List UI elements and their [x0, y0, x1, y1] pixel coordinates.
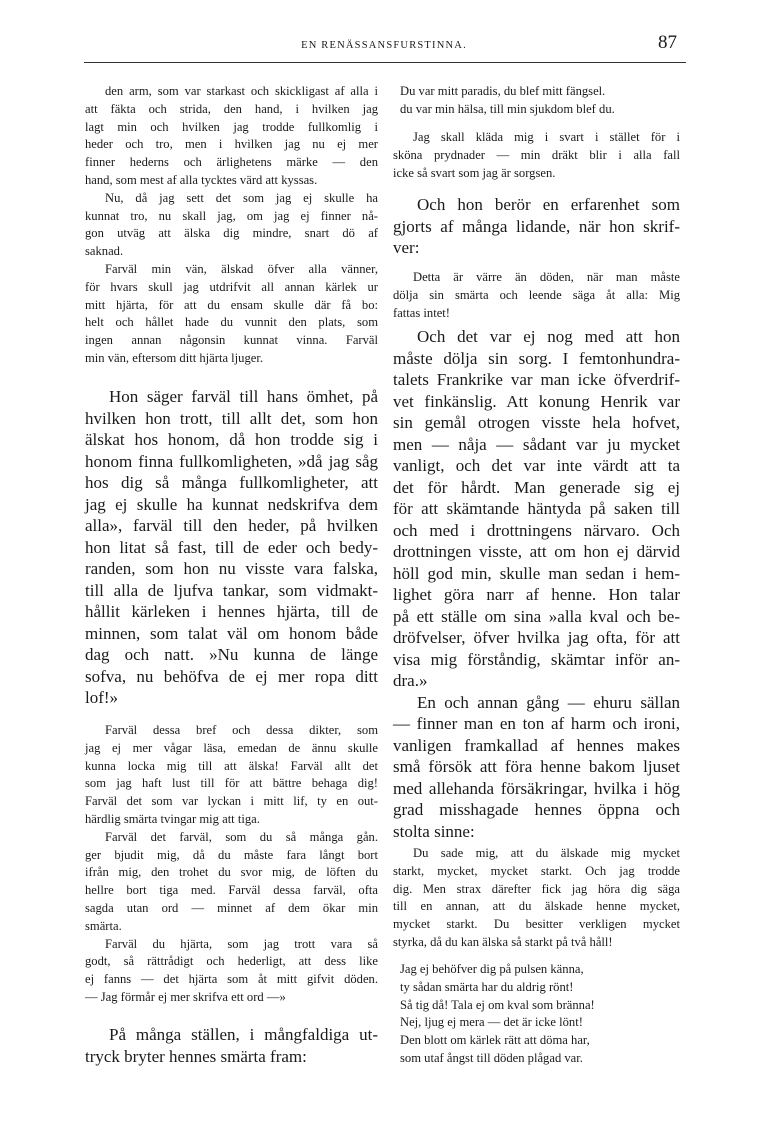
text-line: dig. Men strax därefter fick jag höra dig säga	[393, 881, 680, 896]
text-line: lof!»	[85, 688, 119, 707]
text-line: ger bjudit mig, då du måste fara långt bort	[85, 847, 378, 862]
text-line: hållit kärleken i hennes hjärta, till de	[85, 602, 378, 621]
text-line: talets Frankrike var man icke öfverdrif-	[393, 370, 680, 389]
text-line: det för hårdt. Man generade sig ej	[393, 477, 680, 497]
text-line: hellre bort tiga med. Farväl dessa farväl, ofta	[85, 883, 378, 898]
text-line: grad misshagade hennes öppna och	[393, 800, 680, 819]
text-line: Farväl det som var lyckan i mitt lif, ty en out-	[85, 794, 378, 809]
text-line: Den blott om kärlek rätt att döma har,	[400, 1033, 590, 1048]
text-line: — Jag förmår ej mer skrifva ett ord —»	[85, 989, 286, 1004]
text-line: helt och hållet hade du vunnit den plats, som	[85, 315, 378, 330]
text-line: hon litat så fast, till de eder och bedy-	[85, 537, 378, 557]
text-line: Du var mitt paradis, du blef mitt fängsel.	[400, 84, 606, 98]
text-line: sofva, nu behöfva de ej mer ropa ditt	[85, 666, 378, 686]
text-line: saknad.	[85, 244, 124, 259]
text-line: Och det var ej nog med att hon	[417, 327, 680, 346]
text-line: alla», farväl till den heder, på hvilken	[85, 516, 378, 535]
text-line: härdlig smärta tvingar mig att tiga.	[85, 811, 260, 826]
text-line: Farväl det farväl, som du så många gån.	[105, 829, 378, 844]
page-number: 87	[658, 32, 677, 53]
text-line: dölja sin smärta och leende säga åt alla: Mig	[393, 287, 680, 302]
quote-3	[393, 845, 680, 952]
header-rule	[84, 62, 686, 63]
letter-excerpt-1	[85, 83, 378, 368]
text-line: På många ställen, i mångfaldiga ut-	[109, 1025, 378, 1044]
quote-2	[393, 269, 680, 322]
text-line: kunna locka mig till att älska! Farväl allt det	[85, 758, 378, 773]
text-line: men — nåja — sådant var ju mycket	[393, 434, 680, 454]
text-line: jag ej mer vågar läsa, emedan de ännu skulle	[85, 740, 378, 755]
text-line: gon utväg att älska dig mindre, snart dö af	[85, 226, 378, 241]
text-line: Detta är värre än döden, när man måste	[413, 270, 680, 284]
text-line: med allehanda försäkringar, hvilka i hög	[393, 778, 680, 798]
text-line: måste dölja sin sorg. I femtonhundra-	[393, 348, 680, 368]
text-line: för hvars skull jag utdrifvit all annan kärlek ur	[85, 279, 378, 294]
text-line: Farväl min vän, älskad öfver alla vänner,	[105, 261, 378, 276]
text-line: visa mig förståndig, skämtar inför an-	[393, 649, 680, 669]
text-line: ver:	[393, 238, 420, 257]
text-line: jag ej skulle ha kunnat nedskrifva dem	[85, 494, 378, 514]
text-line: tryck bryter hennes smärta fram:	[85, 1046, 307, 1066]
text-line: Jag ej behöfver dig på pulsen känna,	[400, 962, 584, 976]
text-line: dag och natt. »Nu kunna de länge	[85, 645, 378, 664]
letter-excerpt-2	[85, 722, 378, 1007]
text-line: godt, så rättrådigt och hederligt, att dess like	[85, 954, 378, 969]
text-line: mycket starkt. Du besitter verkligen mycket	[393, 917, 680, 932]
text-line: stolta sinne:	[393, 821, 475, 841]
text-line: honom finna fullkomligheten, »då jag såg	[85, 451, 378, 471]
text-line: hvilken hon trott, till allt det, som hon	[85, 408, 378, 428]
text-line: — finner man en ton af harm och ironi,	[393, 714, 680, 733]
text-line: att fäkta och strida, den hand, i hvilken jag	[85, 101, 378, 116]
text-line: Nej, ljug ej mera — det är icke lönt!	[400, 1015, 583, 1030]
text-line: minnen, som talat väl om honom både	[85, 623, 378, 643]
verse-1	[400, 83, 680, 119]
text-line: ty sådan smärta har du aldrig rönt!	[400, 979, 574, 994]
text-line: vet finkänslig. Att konung Henrik var	[393, 391, 680, 411]
text-line: Farväl du hjärta, som jag trott vara så	[105, 936, 378, 951]
text-line: älskat hos honom, då hon trodde sig i	[85, 430, 378, 449]
body-paragraph-1	[85, 386, 378, 709]
body-paragraph-2	[85, 1024, 378, 1067]
text-line: Hon säger farväl till hans ömhet, på	[109, 387, 378, 406]
text-line: sköna prydnader — min dräkt blir i alla fall	[393, 147, 680, 162]
text-line: min vän, eftersom ditt hjärta ljuger.	[85, 350, 264, 365]
text-line: lighet göra narr af henne. Hon talar	[393, 585, 680, 604]
text-line: drottningen visste, att om hon ej därvid	[393, 542, 680, 561]
text-line: gjorts af många lidande, när hon skrif-	[393, 216, 680, 236]
text-line: för att skämtande häntyda på saken till	[393, 499, 680, 518]
text-line: dröfvelser, öfver hvilka jag ofta, för att	[393, 628, 680, 647]
text-line: på ett ställe om sina »alla kval och be-	[393, 606, 680, 626]
verse-2	[400, 961, 680, 1068]
text-line: icke så svart som jag är sorgsen.	[393, 165, 556, 180]
text-line: Jag skall kläda mig i svart i stället för i	[413, 130, 680, 144]
text-line: Så tig då! Tala ej om kval som bränna!	[400, 997, 595, 1012]
text-line: hos dig så många fullkomligheter, att	[85, 473, 378, 492]
text-line: styrka, då du kan älska så starkt på två håll!	[393, 934, 613, 949]
text-line: Nu, då jag sett det som jag ej skulle ha	[105, 190, 378, 205]
text-line: till alla de ljufva tankar, som vidmakt-	[85, 580, 378, 600]
body-paragraph-4	[393, 326, 680, 842]
text-line: fattas intet!	[393, 305, 450, 320]
text-line: höll god min, skulle man sedan i hem-	[393, 563, 680, 583]
text-line: som jag haft lust till för att bättre behaga dig!	[85, 776, 378, 791]
text-line: sagda utan ord — minnet af dem ökar min	[85, 900, 378, 915]
text-line: den arm, som var starkast och skickligast af alla i	[105, 84, 378, 98]
text-line: smärta.	[85, 918, 122, 933]
text-line: vanligen framkallad af hennes makes	[393, 735, 680, 755]
text-line: finner hederns och ärlighetens märke — den	[85, 155, 378, 170]
text-line: du var min hälsa, till min sjukdom blef du.	[400, 101, 615, 116]
text-line: heder och tro, men i hvilken jag nu ej mer	[85, 137, 378, 152]
text-line: och med i drottningens närvaro. Och	[393, 520, 680, 540]
text-line: små försök att föra henne bakom ljuset	[393, 757, 680, 776]
text-line: En och annan gång — ehuru sällan	[417, 692, 680, 712]
text-line: ingen annan någonsin kunnat vinna. Farväl	[85, 333, 378, 348]
text-line: som utaf ångst till döden plågad var.	[400, 1050, 583, 1065]
text-line: vanligt, och det var inte värdt att ta	[393, 456, 680, 475]
text-line: ej fanns — det hjärta som åt mitt gifvit döden.	[85, 972, 378, 987]
body-paragraph-3	[393, 194, 680, 259]
text-line: hand, som mest af alla tycktes värd att kyssas.	[85, 172, 318, 187]
text-line: mitt hjärta, för att du ensam skulle där få bo:	[85, 297, 378, 312]
text-line: Farväl dessa bref och dessa dikter, som	[105, 723, 378, 737]
text-line: randen, som hon nu visste vara falska,	[85, 559, 378, 578]
text-line: lagt min och hvilken jag trodde fullkomlig i	[85, 119, 378, 134]
text-line: kunnat tro, nu skall jag, om jag ej finner nå-	[85, 208, 378, 223]
running-header-title: EN RENÄSSANSFURSTINNA.	[301, 40, 467, 51]
text-line: Du sade mig, att du älskade mig mycket	[413, 846, 680, 860]
text-line: till en annan, att du älskade henne mycket,	[393, 899, 680, 914]
text-line: sin gemål otrogen visste hela hofvet,	[393, 413, 680, 432]
quote-1	[393, 129, 680, 182]
text-line: ifrån mig, den trohet du svor mig, de löften du	[85, 865, 378, 880]
text-line: Och hon berör en erfarenhet som	[417, 195, 680, 214]
text-line: dra.»	[393, 671, 428, 690]
text-line: starkt, mycket, mycket starkt. Och jag trodde	[393, 863, 680, 878]
